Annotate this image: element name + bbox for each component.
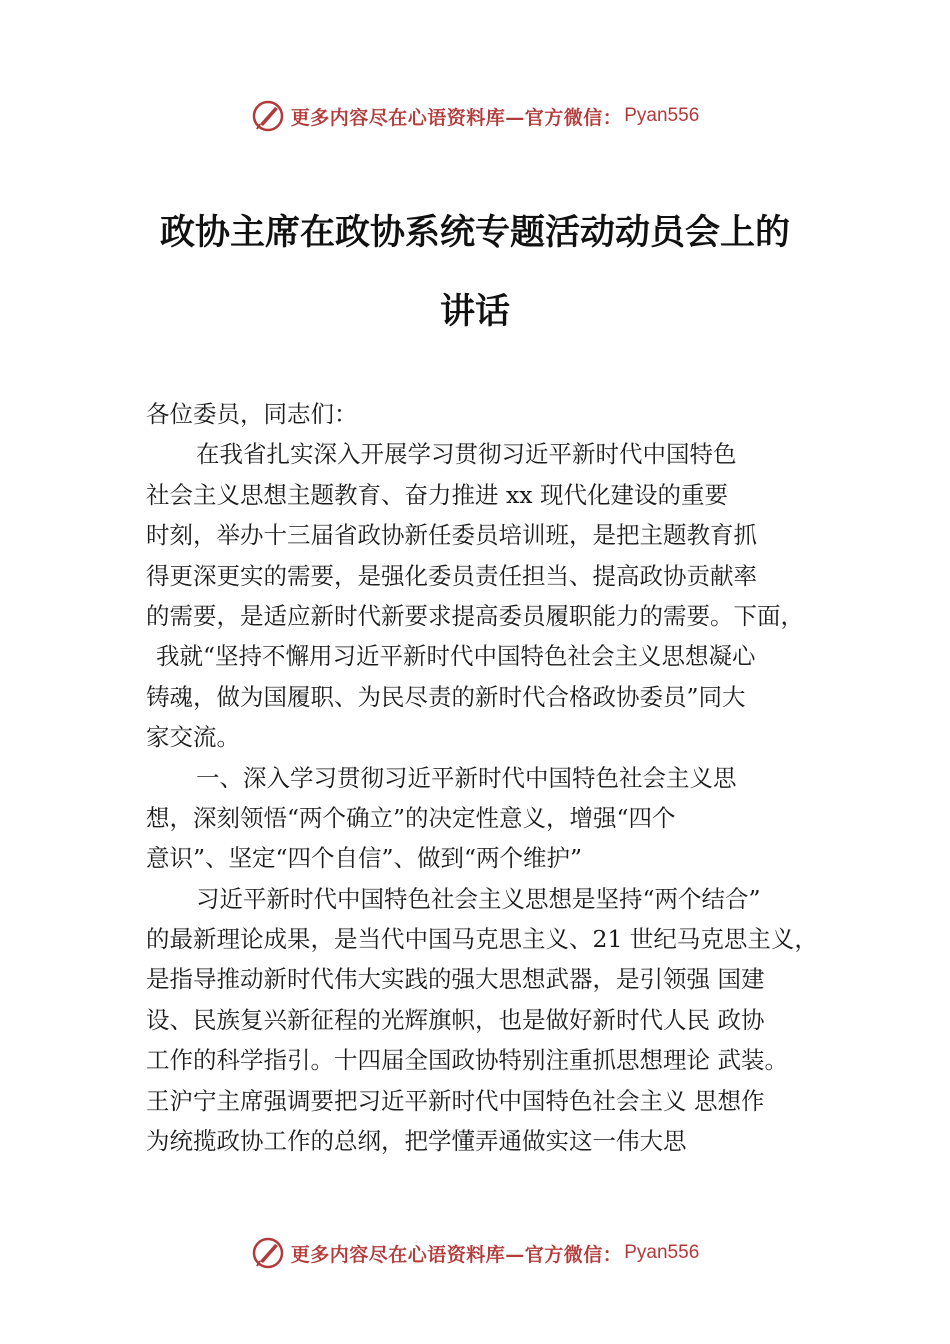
- body-line: 习近平新时代中国特色社会主义思想是坚持“两个结合”: [196, 884, 761, 913]
- body-line: 工作的科学指引。十四届全国政协特别注重抓思想理论 武装。: [146, 1046, 788, 1075]
- watermark-text: 更多内容尽在心语资料库—官方微信：: [290, 1243, 623, 1266]
- body-line: 时刻，举办十三届省政协新任委员培训班，是把主题教育抓: [146, 521, 757, 550]
- watermark-banner-bottom: [0, 1233, 950, 1273]
- watermark-wechat-id: Pyan556: [624, 105, 700, 126]
- body-line: 各位委员，同志们：: [146, 400, 358, 428]
- document-body: [146, 394, 836, 1161]
- body-line: 是指导推动新时代伟大实践的强大思想武器，是引领强 国建: [146, 965, 765, 994]
- body-line: 的需要，是适应新时代新要求提高委员履职能力的需要。下面，: [146, 601, 804, 630]
- body-line: 的最新理论成果，是当代中国马克思主义、21 世纪马克思主义，: [146, 925, 818, 954]
- section-heading-1: 一、深入学习贯彻习近平新时代中国特色社会主义思: [196, 763, 737, 792]
- body-line: 王沪宁主席强调要把习近平新时代中国特色社会主义 思想作: [146, 1086, 765, 1115]
- watermark-banner-top: [0, 96, 950, 136]
- quill-logo-icon: [251, 99, 285, 133]
- body-line: 我就“坚持不懈用习近平新时代中国特色社会主义思想凝心: [156, 642, 756, 671]
- quill-logo-icon: [251, 1236, 285, 1270]
- section-heading-1-cont: 想，深刻领悟“两个确立”的决定性意义，增强“四个: [146, 803, 676, 832]
- body-line: 为统揽政协工作的总纲，把学懂弄通做实这一伟大思: [146, 1127, 687, 1156]
- body-line: 铸魂，做为国履职、为民尽责的新时代合格政协委员”同大: [146, 682, 746, 711]
- body-line: 在我省扎实深入开展学习贯彻习近平新时代中国特色: [196, 440, 737, 469]
- document-title-line-1: 政协主席在政协系统专题活动动员会上的: [159, 212, 790, 253]
- section-heading-1-cont: 意识”、坚定“四个自信”、做到“两个维护”: [146, 844, 583, 873]
- watermark-text: 更多内容尽在心语资料库—官方微信：: [290, 106, 623, 129]
- body-line: 家交流。: [146, 723, 240, 752]
- watermark-wechat-id: Pyan556: [624, 1242, 700, 1263]
- body-line: 设、民族复兴新征程的光辉旗帜，也是做好新时代人民 政协: [146, 1005, 765, 1034]
- body-line: 社会主义思想主题教育、奋力推进 xx 现代化建设的重要: [146, 480, 728, 509]
- body-line: 得更深更实的需要，是强化委员责任担当、提高政协贡献率: [146, 561, 757, 590]
- document-title-line-2: 讲话: [439, 291, 510, 332]
